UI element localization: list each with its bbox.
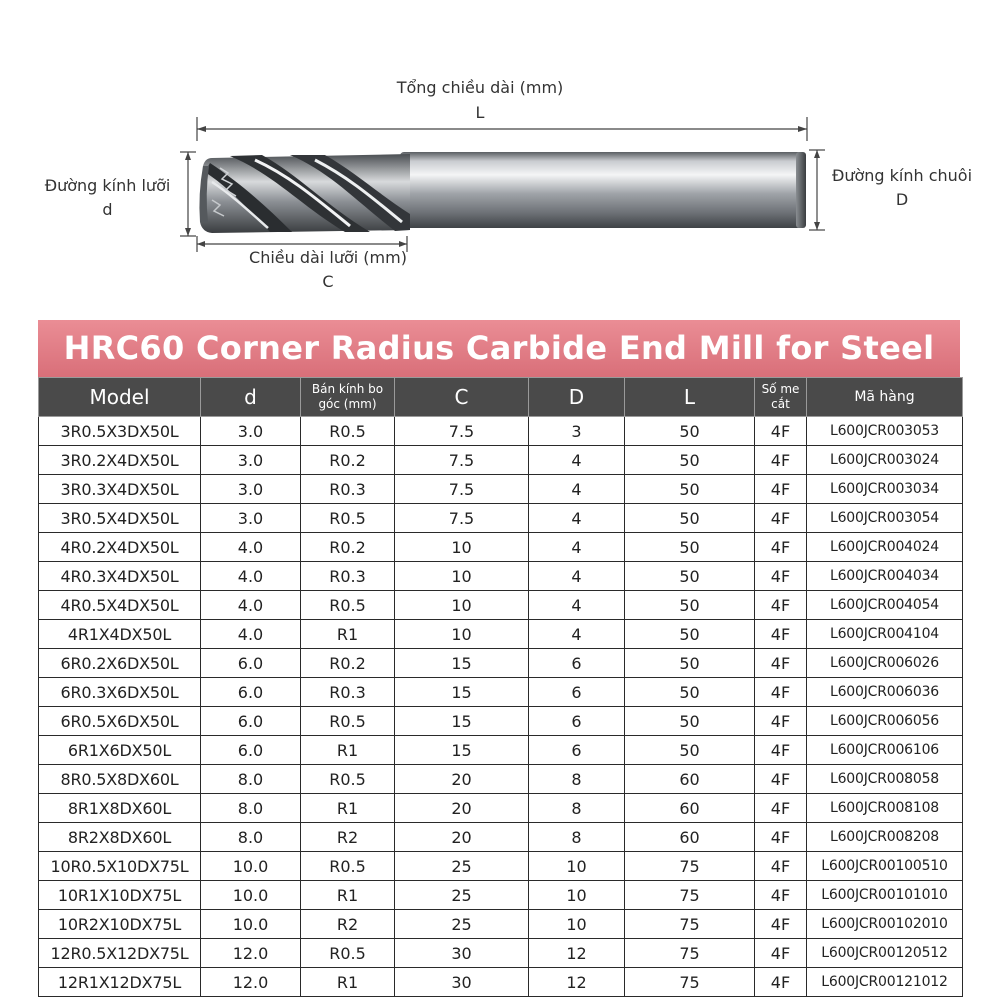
cell-item-code: L600JCR00121012 — [807, 968, 963, 997]
cell-flutes: 4F — [755, 591, 807, 620]
cell-c: 25 — [395, 910, 529, 939]
cell-flutes: 4F — [755, 504, 807, 533]
cell-model: 3R0.5X3DX50L — [39, 417, 201, 446]
table-row — [39, 910, 963, 939]
cell-model: 6R0.5X6DX50L — [39, 707, 201, 736]
cell-corner-radius: R2 — [301, 910, 395, 939]
header-l: L — [625, 378, 755, 417]
table-row — [39, 620, 963, 649]
cell-model: 6R0.3X6DX50L — [39, 678, 201, 707]
cell-model: 8R0.5X8DX60L — [39, 765, 201, 794]
cell-item-code: L600JCR004054 — [807, 591, 963, 620]
cell-corner-radius: R1 — [301, 968, 395, 997]
cell-item-code: L600JCR003034 — [807, 475, 963, 504]
table-row — [39, 562, 963, 591]
cell-item-code: L600JCR008208 — [807, 823, 963, 852]
cell-item-code: L600JCR003053 — [807, 417, 963, 446]
cutting-length-label — [228, 248, 428, 291]
cell-d: 3.0 — [201, 417, 301, 446]
cell-d: 10.0 — [201, 881, 301, 910]
cell-model: 4R1X4DX50L — [39, 620, 201, 649]
cell-c: 15 — [395, 649, 529, 678]
cell-c: 20 — [395, 765, 529, 794]
cutting-diameter-label — [20, 176, 195, 219]
cell-l: 50 — [625, 707, 755, 736]
cell-flutes: 4F — [755, 765, 807, 794]
table-row — [39, 736, 963, 765]
cell-flutes: 4F — [755, 649, 807, 678]
cell-d: 4.0 — [201, 591, 301, 620]
cell-c: 25 — [395, 881, 529, 910]
cell-flutes: 4F — [755, 823, 807, 852]
cell-flutes: 4F — [755, 736, 807, 765]
cell-flutes: 4F — [755, 968, 807, 997]
product-title: HRC60 Corner Radius Carbide End Mill for Steel — [63, 329, 935, 367]
table-row — [39, 765, 963, 794]
cell-l: 50 — [625, 562, 755, 591]
table-row — [39, 649, 963, 678]
cell-c: 15 — [395, 678, 529, 707]
table-row — [39, 678, 963, 707]
cell-corner-radius: R1 — [301, 794, 395, 823]
cell-model: 3R0.3X4DX50L — [39, 475, 201, 504]
table-row — [39, 504, 963, 533]
cell-l: 50 — [625, 475, 755, 504]
cell-model: 12R0.5X12DX75L — [39, 939, 201, 968]
cell-flutes: 4F — [755, 562, 807, 591]
cell-l: 50 — [625, 533, 755, 562]
cell-corner-radius: R1 — [301, 881, 395, 910]
cell-l: 75 — [625, 852, 755, 881]
cell-model: 8R2X8DX60L — [39, 823, 201, 852]
cell-c: 10 — [395, 591, 529, 620]
cell-shank-d: 4 — [529, 620, 625, 649]
cell-corner-radius: R0.5 — [301, 939, 395, 968]
cell-d: 12.0 — [201, 939, 301, 968]
header-item-code: Mã hàng — [807, 378, 963, 417]
cell-item-code: L600JCR006036 — [807, 678, 963, 707]
cell-l: 60 — [625, 794, 755, 823]
table-row — [39, 939, 963, 968]
cell-d: 4.0 — [201, 562, 301, 591]
cell-corner-radius: R0.3 — [301, 475, 395, 504]
product-title-banner — [38, 320, 960, 377]
cell-item-code: L600JCR003054 — [807, 504, 963, 533]
cell-corner-radius: R0.5 — [301, 504, 395, 533]
cell-shank-d: 8 — [529, 794, 625, 823]
cell-corner-radius: R0.3 — [301, 678, 395, 707]
cell-item-code: L600JCR00120512 — [807, 939, 963, 968]
cell-item-code: L600JCR004024 — [807, 533, 963, 562]
cell-d: 6.0 — [201, 736, 301, 765]
cell-item-code: L600JCR00102010 — [807, 910, 963, 939]
cell-l: 50 — [625, 649, 755, 678]
cell-shank-d: 3 — [529, 417, 625, 446]
cell-flutes: 4F — [755, 881, 807, 910]
cell-d: 10.0 — [201, 852, 301, 881]
table-row — [39, 591, 963, 620]
table-row — [39, 881, 963, 910]
cell-model: 8R1X8DX60L — [39, 794, 201, 823]
cell-model: 4R0.5X4DX50L — [39, 591, 201, 620]
shank-diameter-label — [822, 166, 982, 209]
header-model: Model — [39, 378, 201, 417]
end-mill-drawing — [0, 0, 1000, 310]
cutting-length-text: Chiều dài lưỡi (mm) — [249, 248, 407, 267]
cell-shank-d: 6 — [529, 736, 625, 765]
cutting-diameter-symbol: d — [102, 200, 113, 219]
cell-corner-radius: R0.5 — [301, 765, 395, 794]
cell-d: 3.0 — [201, 504, 301, 533]
cell-model: 6R0.2X6DX50L — [39, 649, 201, 678]
cell-d: 12.0 — [201, 968, 301, 997]
cell-flutes: 4F — [755, 794, 807, 823]
cell-shank-d: 6 — [529, 649, 625, 678]
cell-shank-d: 8 — [529, 765, 625, 794]
cell-shank-d: 4 — [529, 533, 625, 562]
cell-item-code: L600JCR006056 — [807, 707, 963, 736]
header-d: d — [201, 378, 301, 417]
cell-shank-d: 10 — [529, 852, 625, 881]
table-row — [39, 417, 963, 446]
cell-corner-radius: R0.5 — [301, 417, 395, 446]
cell-flutes: 4F — [755, 533, 807, 562]
cell-l: 75 — [625, 968, 755, 997]
cell-flutes: 4F — [755, 620, 807, 649]
cell-l: 50 — [625, 620, 755, 649]
cell-l: 60 — [625, 765, 755, 794]
cell-d: 6.0 — [201, 649, 301, 678]
cell-l: 50 — [625, 736, 755, 765]
cell-l: 75 — [625, 881, 755, 910]
cell-flutes: 4F — [755, 417, 807, 446]
table-row — [39, 968, 963, 997]
cell-corner-radius: R0.2 — [301, 533, 395, 562]
cell-flutes: 4F — [755, 707, 807, 736]
cell-corner-radius: R0.5 — [301, 591, 395, 620]
cell-d: 3.0 — [201, 446, 301, 475]
cell-l: 50 — [625, 678, 755, 707]
cell-d: 6.0 — [201, 678, 301, 707]
cell-shank-d: 12 — [529, 939, 625, 968]
table-header-row — [39, 378, 963, 417]
total-length-text: Tổng chiều dài (mm) — [396, 78, 564, 97]
header-flutes: Số me cắt — [755, 378, 807, 417]
cell-item-code: L600JCR008058 — [807, 765, 963, 794]
cell-corner-radius: R0.2 — [301, 649, 395, 678]
cell-item-code: L600JCR00100510 — [807, 852, 963, 881]
cell-flutes: 4F — [755, 678, 807, 707]
cell-shank-d: 4 — [529, 591, 625, 620]
cell-item-code: L600JCR006106 — [807, 736, 963, 765]
cell-l: 60 — [625, 823, 755, 852]
cell-corner-radius: R0.5 — [301, 852, 395, 881]
cell-flutes: 4F — [755, 852, 807, 881]
cell-shank-d: 6 — [529, 678, 625, 707]
table-row — [39, 446, 963, 475]
cell-model: 10R2X10DX75L — [39, 910, 201, 939]
cell-shank-d: 4 — [529, 504, 625, 533]
cell-corner-radius: R0.2 — [301, 446, 395, 475]
spec-table-body — [39, 417, 963, 997]
cell-shank-d: 4 — [529, 475, 625, 504]
cell-item-code: L600JCR003024 — [807, 446, 963, 475]
total-length-label — [380, 78, 580, 122]
cell-c: 15 — [395, 707, 529, 736]
cell-c: 7.5 — [395, 417, 529, 446]
table-row — [39, 533, 963, 562]
cell-model: 6R1X6DX50L — [39, 736, 201, 765]
cell-item-code: L600JCR006026 — [807, 649, 963, 678]
table-row — [39, 823, 963, 852]
cell-corner-radius: R0.3 — [301, 562, 395, 591]
cell-l: 75 — [625, 939, 755, 968]
cell-l: 50 — [625, 417, 755, 446]
cell-shank-d: 10 — [529, 881, 625, 910]
cell-model: 10R0.5X10DX75L — [39, 852, 201, 881]
cell-c: 10 — [395, 562, 529, 591]
cell-d: 8.0 — [201, 794, 301, 823]
cell-c: 30 — [395, 939, 529, 968]
cell-d: 4.0 — [201, 533, 301, 562]
cell-c: 7.5 — [395, 504, 529, 533]
cell-shank-d: 4 — [529, 446, 625, 475]
cell-c: 10 — [395, 620, 529, 649]
cell-model: 3R0.5X4DX50L — [39, 504, 201, 533]
end-mill-tool — [199, 152, 806, 233]
cell-l: 50 — [625, 446, 755, 475]
table-row — [39, 475, 963, 504]
cell-item-code: L600JCR008108 — [807, 794, 963, 823]
cell-l: 75 — [625, 910, 755, 939]
cell-d: 8.0 — [201, 823, 301, 852]
cell-item-code: L600JCR004034 — [807, 562, 963, 591]
cell-flutes: 4F — [755, 446, 807, 475]
end-mill-diagram — [0, 0, 1000, 310]
cell-l: 50 — [625, 591, 755, 620]
header-c: C — [395, 378, 529, 417]
cell-c: 20 — [395, 794, 529, 823]
shank-diameter-text: Đường kính chuôi — [831, 166, 973, 185]
cell-model: 3R0.2X4DX50L — [39, 446, 201, 475]
cell-corner-radius: R1 — [301, 620, 395, 649]
cell-shank-d: 6 — [529, 707, 625, 736]
cell-shank-d: 10 — [529, 910, 625, 939]
cell-model: 10R1X10DX75L — [39, 881, 201, 910]
header-shank-d: D — [529, 378, 625, 417]
cell-item-code: L600JCR004104 — [807, 620, 963, 649]
cell-model: 12R1X12DX75L — [39, 968, 201, 997]
cell-flutes: 4F — [755, 910, 807, 939]
cell-d: 10.0 — [201, 910, 301, 939]
cell-c: 10 — [395, 533, 529, 562]
cell-corner-radius: R2 — [301, 823, 395, 852]
cell-item-code: L600JCR00101010 — [807, 881, 963, 910]
header-corner-radius: Bán kính bo góc (mm) — [301, 378, 395, 417]
cell-d: 8.0 — [201, 765, 301, 794]
cell-corner-radius: R0.5 — [301, 707, 395, 736]
cell-c: 20 — [395, 823, 529, 852]
cell-d: 3.0 — [201, 475, 301, 504]
cell-model: 4R0.2X4DX50L — [39, 533, 201, 562]
cell-corner-radius: R1 — [301, 736, 395, 765]
cutting-diameter-text: Đường kính lưỡi — [44, 176, 171, 195]
total-length-symbol: L — [475, 103, 485, 122]
table-row — [39, 794, 963, 823]
cell-d: 6.0 — [201, 707, 301, 736]
cell-c: 7.5 — [395, 446, 529, 475]
cutting-length-symbol: C — [322, 272, 334, 291]
cell-c: 30 — [395, 968, 529, 997]
cell-model: 4R0.3X4DX50L — [39, 562, 201, 591]
cell-d: 4.0 — [201, 620, 301, 649]
cell-shank-d: 8 — [529, 823, 625, 852]
cell-flutes: 4F — [755, 939, 807, 968]
cell-c: 15 — [395, 736, 529, 765]
cell-c: 7.5 — [395, 475, 529, 504]
cell-flutes: 4F — [755, 475, 807, 504]
table-row — [39, 707, 963, 736]
cell-shank-d: 12 — [529, 968, 625, 997]
cell-shank-d: 4 — [529, 562, 625, 591]
shank-diameter-symbol: D — [895, 190, 909, 209]
cell-c: 25 — [395, 852, 529, 881]
table-row — [39, 852, 963, 881]
cell-l: 50 — [625, 504, 755, 533]
spec-table — [38, 377, 963, 997]
